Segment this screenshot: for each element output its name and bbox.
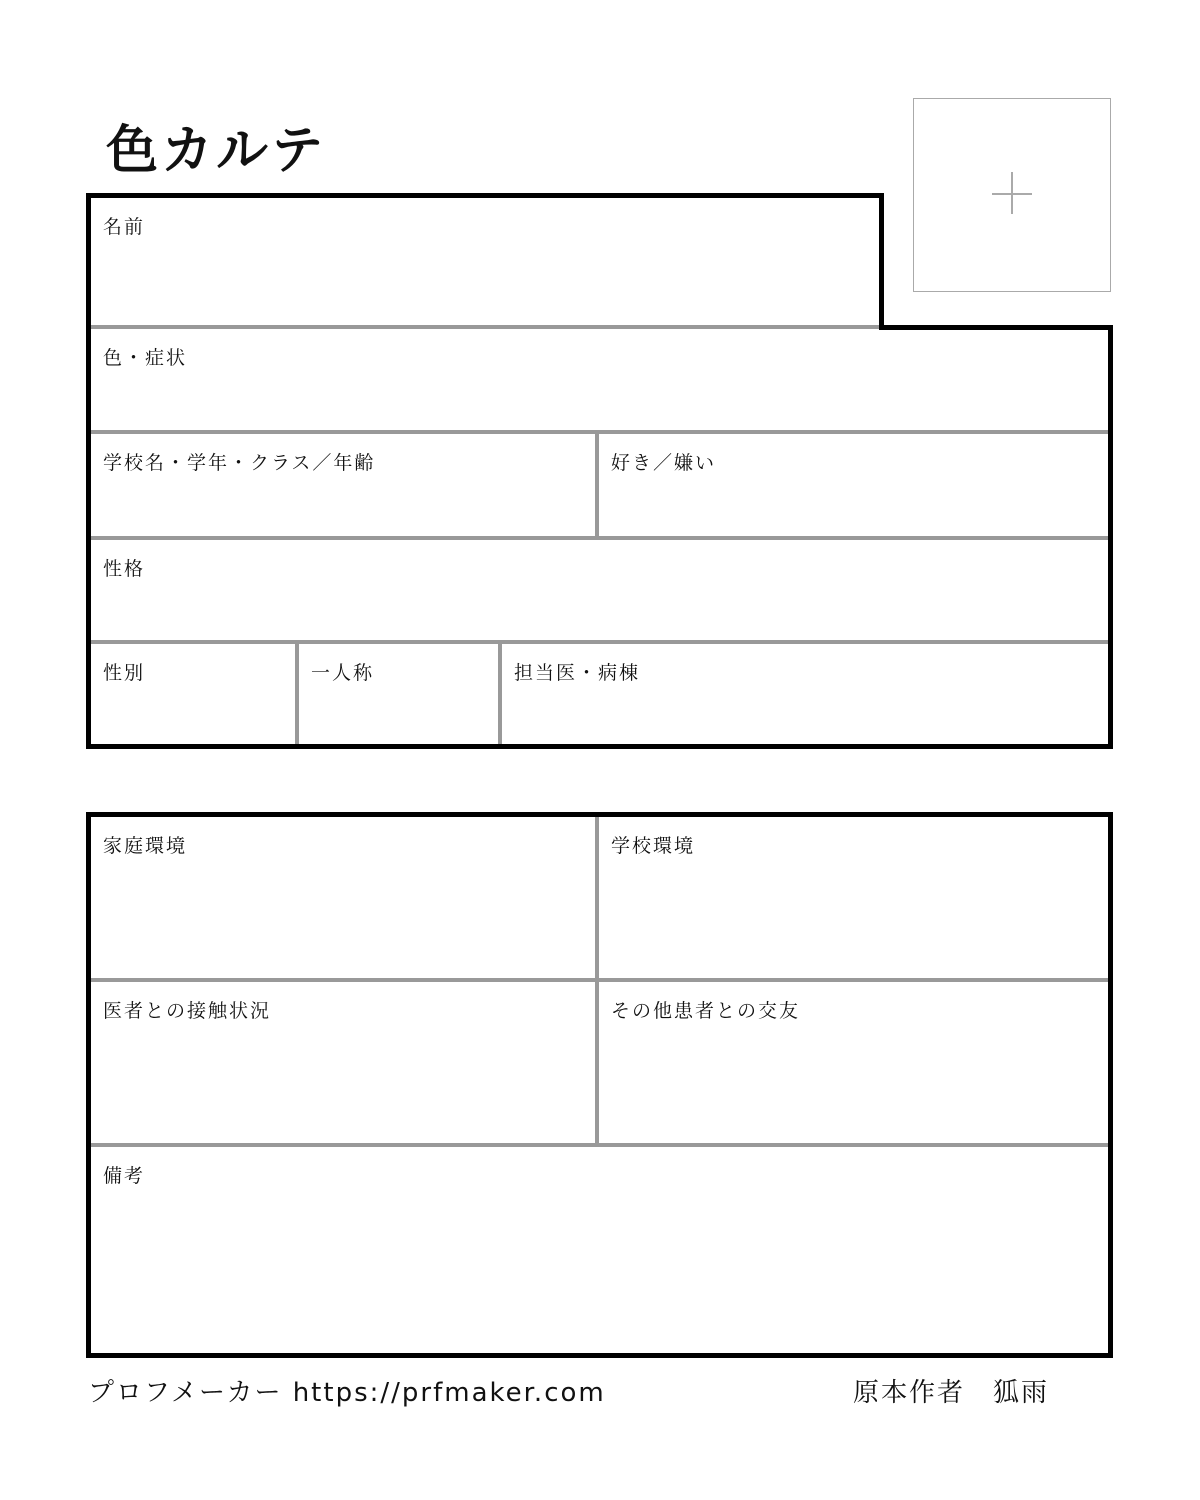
karte-environment-form (86, 812, 1113, 1358)
home-environment-label: 家庭環境 (103, 835, 188, 857)
school-environment-field[interactable] (599, 817, 1108, 978)
color-symptoms-field[interactable] (91, 329, 1108, 430)
notes-field[interactable] (91, 1147, 1108, 1353)
page-title: 色カルテ (106, 121, 327, 181)
likes-dislikes-label: 好き／嫌い (611, 452, 717, 474)
home-environment-field[interactable] (91, 817, 595, 978)
color-symptoms-label: 色・症状 (103, 347, 188, 369)
other-patients-label: その他患者との交友 (611, 1000, 801, 1022)
name-label: 名前 (103, 216, 146, 238)
doctor-ward-label: 担当医・病棟 (514, 662, 641, 684)
gender-label: 性別 (103, 662, 146, 684)
doctor-ward-field[interactable] (502, 644, 1108, 744)
border-name-box-right (879, 193, 884, 330)
personality-label: 性格 (103, 558, 146, 580)
doctor-contact-field[interactable] (91, 982, 595, 1143)
service-credit: プロフメーカー https://prfmaker.com (88, 1378, 606, 1408)
school-environment-label: 学校環境 (611, 835, 696, 857)
karte-main-form (86, 193, 1113, 749)
border-right (1108, 325, 1113, 749)
first-person-label: 一人称 (311, 662, 375, 684)
school-grade-class-age-label: 学校名・学年・クラス／年齢 (103, 452, 376, 474)
notes-label: 備考 (103, 1165, 146, 1187)
school-grade-class-age-field[interactable] (91, 434, 595, 536)
likes-dislikes-field[interactable] (599, 434, 1108, 536)
other-patients-field[interactable] (599, 982, 1108, 1143)
doctor-contact-label: 医者との接触状況 (103, 1000, 272, 1022)
gender-field[interactable] (91, 644, 295, 744)
name-field[interactable] (91, 198, 879, 325)
first-person-field[interactable] (299, 644, 498, 744)
border-bottom (86, 744, 1113, 749)
personality-field[interactable] (91, 540, 1108, 640)
author-credit: 原本作者 狐雨 (853, 1378, 1050, 1408)
